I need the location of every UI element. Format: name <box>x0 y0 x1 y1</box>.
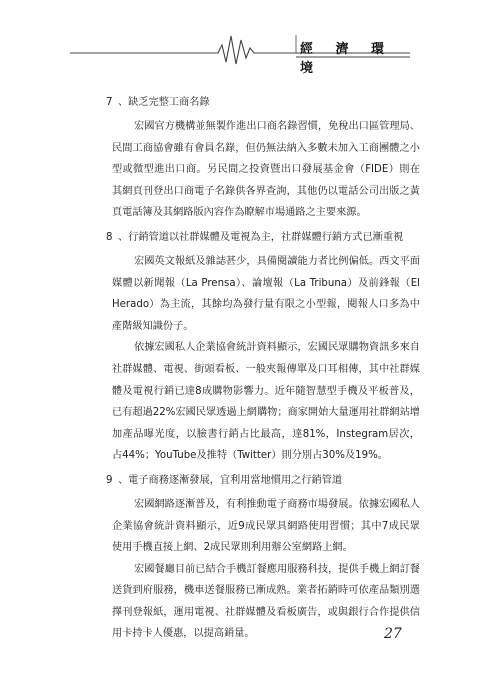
item-7 <box>100 95 420 224</box>
item-heading <box>106 230 420 245</box>
paragraph: 宏國英文報紙及雜誌甚少，具備閱讀能力者比例偏低。西文平面媒體以新聞報（La Prensa）、論壇報（La Tribuna）及前鋒報（El Herado）為主流，其餘均為發行量有限之小型報，閱報人口多為中產階級知識份子。 <box>112 255 420 332</box>
item-heading-text: 、缺乏完整工商名錄 <box>118 97 210 108</box>
item-number: 8 <box>106 231 113 243</box>
heartbeat-rule-graphic <box>0 0 480 70</box>
item-heading <box>106 473 420 488</box>
item-heading-text: 、電子商務逐漸發展，宜利用當地慣用之行銷管道 <box>118 474 343 486</box>
item-heading <box>106 95 420 110</box>
item-heading-text: 、行銷管道以社群媒體及電視為主，社群媒體行銷方式已漸重視 <box>118 231 404 243</box>
header-title: 經 濟 環 境 <box>300 42 394 76</box>
item-number: 9 <box>106 474 113 486</box>
document-body <box>100 95 420 645</box>
item-8 <box>100 230 420 467</box>
paragraph: 宏國網路逐漸普及，有利推動電子商務市場發展。依據宏國私人企業協會統計資料顯示，近9成民眾具網路使用習慣；其中7成民眾使用手機直接上網、2成民眾則利用辦公室網路上網。 <box>112 498 420 554</box>
page-header <box>0 0 480 76</box>
paragraph: 依據宏國私人企業協會統計資料顯示，宏國民眾購物資訊多來自社群媒體、電視、街頭看板、一般夾報傳單及口耳相傳，其中社群媒體及電視行銷已達8成購物影響力。近年隨智慧型手機及平板普及，已有超過22%宏國民眾透過上網購物；商家開始大量運用社群網站增加產品曝光度，以臉書行銷占比最高，達81%，Instegram居次，占44%；YouTube及推特（Twitter）則分別占30%及19%。 <box>112 342 420 462</box>
paragraph: 宏國官方機構並無製作進出口商名錄習慣，免稅出口區管理局、民間工商協會雖有會員名錄，但仍無法納入多數未加入工商團體之小型或微型進出口商。另民間之投資暨出口發展基金會（FIDE）則在其網頁刊登出口商電子名錄供各界查詢，其他仍以電話公司出版之黃頁電話簿及其網路版內容作為瞭解市場通路之主要來源。 <box>112 121 420 219</box>
item-9 <box>100 473 420 645</box>
paragraph: 宏國餐廳目前已結合手機訂餐應用服務科技，提供手機上網訂餐送貨到府服務，機車送餐服務已漸成熟。業者拓銷時可依產品類別選擇刊登報紙，運用電視、社群媒體及看板廣告，或與銀行合作提供信用卡持卡人優惠，以提高銷量。 <box>112 563 420 640</box>
item-number: 7 <box>106 97 113 108</box>
page-number: 27 <box>384 626 402 642</box>
